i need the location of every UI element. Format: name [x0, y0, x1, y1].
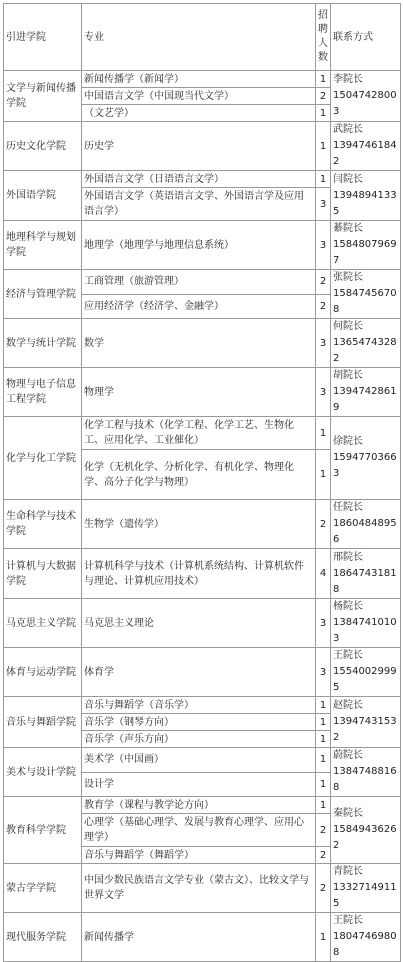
- college-name: 生命科学与技术学院: [4, 500, 82, 549]
- contact-phone: 13947431532: [333, 716, 397, 743]
- recruit-count: 1: [316, 122, 331, 171]
- table-row: [4, 417, 401, 450]
- contact-phone: 13947461842: [333, 140, 397, 167]
- contact-info: [331, 319, 401, 368]
- major-name: 外国语言文学（英语语言文学、外国语言学及应用语言学）: [82, 188, 316, 221]
- table-row: [4, 270, 401, 295]
- contact-phone: 13948941335: [333, 189, 397, 217]
- recruit-count: 1: [316, 171, 331, 188]
- table-row: [4, 913, 401, 962]
- major-name: 外国语言文学（日语语言文学）: [82, 171, 316, 188]
- major-name: 中国语言文学（中国现当代文学）: [82, 88, 316, 105]
- table-row: [4, 368, 401, 417]
- major-name: 马克思主义理论: [82, 599, 316, 648]
- contact-info: [331, 171, 401, 221]
- contact-name: 杨院长: [333, 601, 363, 612]
- major-name: 新闻传播学（新闻学）: [82, 71, 316, 88]
- major-name: 中国少数民族语言文学专业（蒙古文）、比较文学与世界文学: [82, 864, 316, 913]
- table-row: [4, 122, 401, 171]
- contact-info: [331, 549, 401, 599]
- header-row: [4, 4, 401, 71]
- contact-name: 张院长: [333, 272, 363, 283]
- contact-phone: 13654743282: [333, 337, 397, 364]
- recruit-count: 2: [316, 270, 331, 295]
- recruit-count: 2: [316, 814, 331, 847]
- contact-info: [331, 221, 401, 270]
- contact-phone: 15848079697: [333, 239, 397, 266]
- table-row: [4, 599, 401, 648]
- contact-name: 闫院长: [333, 173, 363, 185]
- contact-phone: 18047469808: [333, 931, 397, 958]
- contact-name: 秦院长: [333, 808, 363, 819]
- recruit-count: 3: [316, 221, 331, 270]
- contact-name: 王院长: [333, 650, 363, 661]
- header-count: 招聘人数: [316, 4, 331, 71]
- contact-name: 徐院长: [333, 436, 363, 447]
- college-name: 美术与设计学院: [4, 748, 82, 797]
- contact-name: 王院长: [333, 915, 363, 926]
- major-name: 计算机科学与技术（计算机系统结构、计算机软件与理论、计算机应用技术）: [82, 549, 316, 599]
- table-row: [4, 648, 401, 697]
- major-name: 音乐学（声乐方向）: [82, 731, 316, 748]
- table-row: [4, 797, 401, 814]
- recruit-count: 1: [316, 417, 331, 450]
- table-row: [4, 549, 401, 599]
- recruit-count: 1: [316, 731, 331, 748]
- contact-info: [331, 122, 401, 171]
- major-name: 心理学（基础心理学、发展与教育心理学、应用心理学）: [82, 814, 316, 847]
- recruit-count: 1: [316, 450, 331, 500]
- table-row: [4, 221, 401, 270]
- recruit-count: 2: [316, 864, 331, 913]
- college-name: 现代服务学院: [4, 913, 82, 962]
- major-name: 音乐与舞蹈学（音乐学）: [82, 697, 316, 714]
- college-name: 体育与运动学院: [4, 648, 82, 697]
- contact-phone: 13847488168: [333, 766, 397, 793]
- college-name: 计算机与大数据学院: [4, 549, 82, 599]
- college-name: 音乐与舞蹈学院: [4, 697, 82, 748]
- contact-info: [331, 500, 401, 549]
- contact-info: [331, 270, 401, 319]
- contact-phone: 15947703663: [333, 452, 397, 479]
- contact-name: 何院长: [333, 321, 363, 332]
- contact-name: 邢院长: [333, 551, 363, 563]
- contact-phone: 18647431818: [333, 567, 397, 595]
- contact-name: 綦院长: [333, 223, 363, 234]
- table-row: [4, 171, 401, 188]
- college-name: 经济与管理学院: [4, 270, 82, 319]
- recruit-count: 1: [316, 748, 331, 773]
- major-name: 设计学: [82, 772, 316, 797]
- college-name: 马克思主义学院: [4, 599, 82, 648]
- college-name: 教育科学学院: [4, 797, 82, 864]
- contact-phone: 15047428003: [333, 90, 397, 117]
- recruit-count: 1: [316, 797, 331, 814]
- recruit-count: 3: [316, 188, 331, 221]
- college-name: 数学与统计学院: [4, 319, 82, 368]
- contact-name: 胡院长: [333, 370, 363, 381]
- header-college: 引进学院: [4, 4, 82, 71]
- college-name: 外国语学院: [4, 171, 82, 221]
- recruit-count: 3: [316, 319, 331, 368]
- recruit-count: 1: [316, 714, 331, 731]
- header-major: 专业: [82, 4, 316, 71]
- table-row: [4, 319, 401, 368]
- contact-info: [331, 864, 401, 913]
- major-name: 工商管理（旅游管理）: [82, 270, 316, 295]
- major-name: 地理学（地理学与地理信息系统）: [82, 221, 316, 270]
- recruit-count: 3: [316, 648, 331, 697]
- contact-info: [331, 71, 401, 122]
- major-name: 应用经济学（经济学、金融学）: [82, 294, 316, 319]
- major-name: 新闻传播学: [82, 913, 316, 962]
- major-name: （文艺学）: [82, 105, 316, 122]
- contact-phone: 13327149115: [333, 882, 397, 909]
- contact-name: 赵院长: [333, 700, 363, 711]
- recruit-count: 1: [316, 71, 331, 88]
- contact-phone: 15849436262: [333, 824, 397, 851]
- contact-phone: 13847410103: [333, 617, 397, 644]
- contact-info: [331, 913, 401, 962]
- contact-phone: 15540029995: [333, 666, 397, 693]
- recruit-count: 3: [316, 599, 331, 648]
- college-name: 文学与新闻传播学院: [4, 71, 82, 122]
- contact-name: 蔚院长: [333, 750, 363, 761]
- contact-info: [331, 599, 401, 648]
- recruit-count: 1: [316, 772, 331, 797]
- table-row: [4, 864, 401, 913]
- table-row: [4, 748, 401, 773]
- major-name: 教育学（课程与教学论方向）: [82, 797, 316, 814]
- major-name: 数学: [82, 319, 316, 368]
- recruit-count: 2: [316, 847, 331, 864]
- table-row: [4, 71, 401, 88]
- recruit-count: 2: [316, 500, 331, 549]
- header-contact: 联系方式: [331, 4, 401, 71]
- major-name: 音乐学（钢琴方向）: [82, 714, 316, 731]
- contact-phone: 18604848956: [333, 518, 397, 545]
- college-name: 地理科学与规划学院: [4, 221, 82, 270]
- college-name: 化学与化工学院: [4, 417, 82, 500]
- recruitment-table: [3, 3, 401, 962]
- table-row: [4, 697, 401, 714]
- recruit-count: 1: [316, 697, 331, 714]
- recruit-count: 3: [316, 368, 331, 417]
- contact-phone: 13947428619: [333, 386, 397, 413]
- major-name: 生物学（遗传学）: [82, 500, 316, 549]
- major-name: 体育学: [82, 648, 316, 697]
- contact-name: 任院长: [333, 502, 363, 513]
- college-name: 物理与电子信息工程学院: [4, 368, 82, 417]
- contact-name: 青院长: [333, 866, 363, 877]
- major-name: 音乐与舞蹈学（舞蹈学）: [82, 847, 316, 864]
- table-row: [4, 500, 401, 549]
- recruit-count: 2: [316, 294, 331, 319]
- contact-info: [331, 368, 401, 417]
- contact-phone: 15847456708: [333, 288, 397, 315]
- major-name: 美术学（中国画）: [82, 748, 316, 773]
- contact-info: [331, 648, 401, 697]
- major-name: 化学（无机化学、分析化学、有机化学、物理化学、高分子化学与物理）: [82, 450, 316, 500]
- contact-name: 李院长: [333, 74, 363, 85]
- major-name: 物理学: [82, 368, 316, 417]
- contact-info: [331, 697, 401, 748]
- contact-info: [331, 748, 401, 797]
- table-body: [4, 4, 401, 962]
- contact-info: [331, 417, 401, 500]
- major-name: 化学工程与技术（化学工程、化学工艺、生物化工、应用化学、工业催化）: [82, 417, 316, 450]
- contact-name: 武院长: [333, 124, 363, 135]
- recruit-count: 2: [316, 88, 331, 105]
- contact-info: [331, 797, 401, 864]
- major-name: 历史学: [82, 122, 316, 171]
- college-name: 蒙古学学院: [4, 864, 82, 913]
- recruit-count: 1: [316, 105, 331, 122]
- college-name: 历史文化学院: [4, 122, 82, 171]
- recruit-count: 1: [316, 913, 331, 962]
- recruit-count: 4: [316, 549, 331, 599]
